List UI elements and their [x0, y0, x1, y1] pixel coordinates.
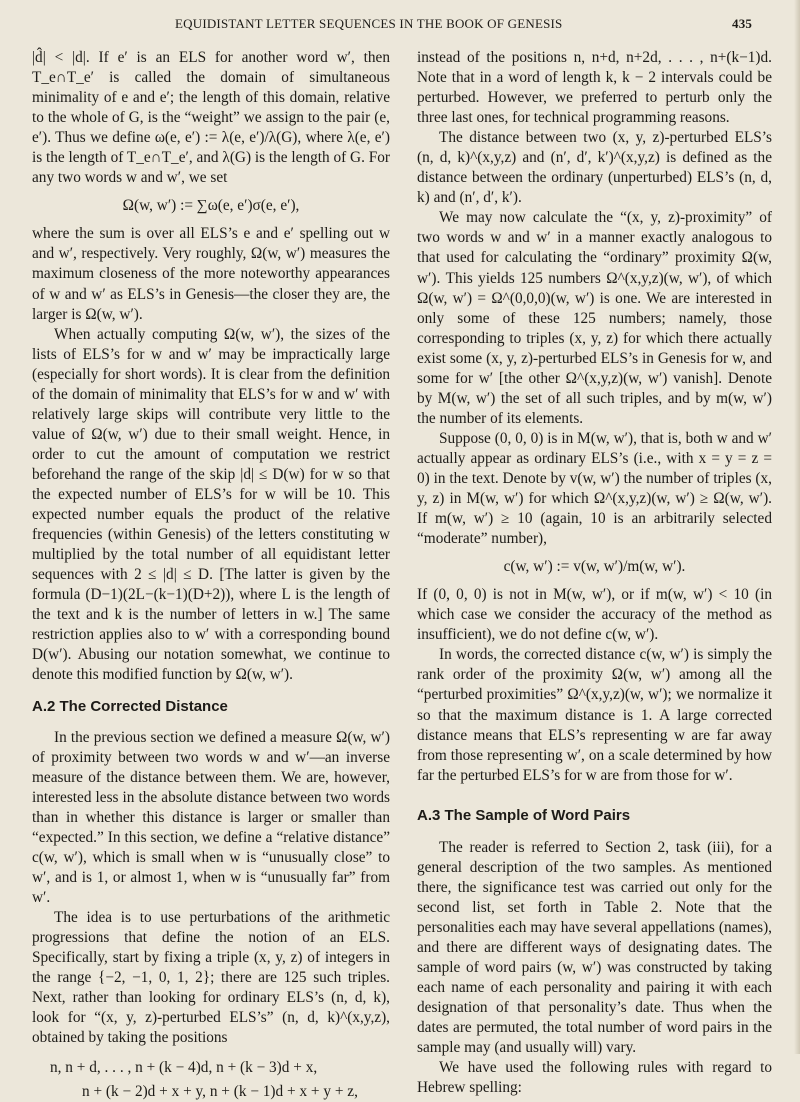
section-heading-a3: A.3 The Sample of Word Pairs [417, 806, 631, 824]
paragraph: The reader is referred to Section 2, task (iii), for a general description of the two samples. As mentioned there, the significance test was carried out only for the second list, set forth in Table 2. Note that the personalities each may have several appellations (names), and there are different ways of designating dates. The sample of word pairs (w, w′) was constructed by taking each name of each personality and pairing it with each designation of that personality’s date. Thus when the dates are permuted, the total number of word pairs in the sample may (and usually will) vary. [417, 838, 772, 1057]
equation-omega: Ω(w, w′) := ∑ω(e, e′)σ(e, e′), [122, 197, 300, 215]
paragraph: When actually computing Ω(w, w′), the sizes of the lists of ELS’s for w and w′ may be impractically large (especially for short words). It is clear from the definition of the domain of minimality that ELS’s for w and w′ with relatively large skips will contribute very little to the value of Ω(w, w′) due to their small weight. Hence, in order to cut the amount of computation we restrict beforehand the range of the skip |d| ≤ D(w) for w so that the expected number of ELS’s for w will be 10. This expected number equals the product of the relative frequencies (within Genesis) of the letters constituting w multiplied by the total number of all equidistant letter sequences with 2 ≤ |d| ≤ D. [The latter is given by the formula (D−1)(2L−(k−1)(D+2)), where L is the length of the text and k is the number of letters in w.] The same restriction applies also to w′ with a corresponding bound D(w′). Abusing our notation somewhat, we continue to denote this modified function by Ω(w, w′). [32, 325, 390, 684]
paragraph: If (0, 0, 0) is not in M(w, w′), or if m(w, w′) < 10 (in which case we consider the accuracy of the method as insufficient), we do not define c(w, w′). [417, 586, 772, 644]
paragraph: instead of the positions n, n+d, n+2d, . . . , n+(k−1)d. Note that in a word of length k, k − 2 intervals could be perturbed. However, we preferred to perturb only the three last ones, for technical programming reasons. [417, 49, 772, 127]
running-title: EQUIDISTANT LETTER SEQUENCES IN THE BOOK OF GENESIS [175, 16, 563, 31]
section-heading-a2: A.2 The Corrected Distance [32, 698, 228, 716]
right-column [417, 48, 772, 1098]
paragraph: We have used the following rules with regard to Hebrew spelling: [417, 1059, 772, 1097]
equation-positions-line1: n, n + d, . . . , n + (k − 4)d, n + (k − 3)d + x, [50, 1059, 318, 1077]
running-header [0, 16, 800, 36]
equation-corrected-distance: c(w, w′) := v(w, w′)/m(w, w′). [503, 558, 686, 576]
paragraph: In the previous section we defined a measure Ω(w, w′) of proximity between two words w and w′—an inverse measure of the distance between them. We are, however, interested less in the absolute distance between two words than in whether this distance is larger or smaller than “expected.” In this section, we define a “relative distance” c(w, w′), which is small when w is “unusually close” to w′, and is 1, or almost 1, when w is “unusually far” from w′. [32, 728, 390, 906]
page-edge-shadow [794, 0, 800, 1054]
left-column [32, 48, 390, 1102]
paragraph: The idea is to use perturbations of the arithmetic progressions that define the notion of an ELS. Specifically, start by fixing a triple (x, y, z) of integers in the range {−2, −1, 0, 1, 2}; there are 125 such triples. Next, rather than looking for ordinary ELS’s (n, d, k), look for “(x, y, z)-perturbed ELS’s” (n, d, k)^(x,y,z), obtained by taking the positions [32, 908, 390, 1047]
paragraph: The distance between two (x, y, z)-perturbed ELS’s (n, d, k)^(x,y,z) and (n′, d′, k′)^(x,y,z) is defined as the distance between the ordinary (unperturbed) ELS’s (n, d, k) and (n′, d′, k′). [417, 129, 772, 207]
equation-positions-line2: n + (k − 2)d + x + y, n + (k − 1)d + x + y + z, [82, 1083, 358, 1101]
page-number: 435 [732, 16, 753, 31]
paragraph: In words, the corrected distance c(w, w′) is simply the rank order of the proximity Ω(w, w′) among all the “perturbed proximities” Ω^(x,y,z)(w, w′); we normalize it so that the maximum distance is 1. A large corrected distance means that ELS’s representing w are far away from those representing w′, on a scale determined by how far the perturbed ELS’s for w are from those for w′. [417, 646, 772, 784]
paragraph: |d̂| < |d|. If e′ is an ELS for another word w′, then T_e∩T_e′ is called the domain of simultaneous minimality of e and e′; the length of this domain, relative to the whole of G, is the “weight” we assign to the pair (e, e′). Thus we define ω(e, e′) := λ(e, e′)/λ(G), where λ(e, e′) is the length of T_e∩T_e′, and λ(G) is the length of G. For any two words w and w′, we set [32, 49, 390, 187]
paragraph: Suppose (0, 0, 0) is in M(w, w′), that is, both w and w′ actually appear as ordinary ELS’s (i.e., with x = y = z = 0) in the text. Denote by v(w, w′) the number of triples (x, y, z) in M(w, w′) for which Ω^(x,y,z)(w, w′) ≥ Ω(w, w′). If m(w, w′) ≥ 10 (again, 10 is an arbitrarily selected “moderate” number), [417, 429, 772, 548]
paragraph: We may now calculate the “(x, y, z)-proximity” of two words w and w′ in a manner exactly analogous to that used for calculating the “ordinary” proximity Ω(w, w′). This yields 125 numbers Ω^(x,y,z)(w, w′), of which Ω(w, w′) = Ω^(0,0,0)(w, w′) is one. We are interested in only some of these 125 numbers; namely, those corresponding to triples (x, y, z) for which there actually exist some (x, y, z)-perturbed ELS’s in Genesis for w, and some for w′ [the other Ω^(x,y,z)(w, w′) vanish]. Denote by M(w, w′) the set of all such triples, and by m(w, w′) the number of its elements. [417, 209, 772, 427]
paragraph: where the sum is over all ELS’s e and e′ spelling out w and w′, respectively. Very roughly, Ω(w, w′) measures the maximum closeness of the more noteworthy appearances of w and w′ as ELS’s in Genesis—the closer they are, the larger is Ω(w, w′). [32, 225, 390, 323]
